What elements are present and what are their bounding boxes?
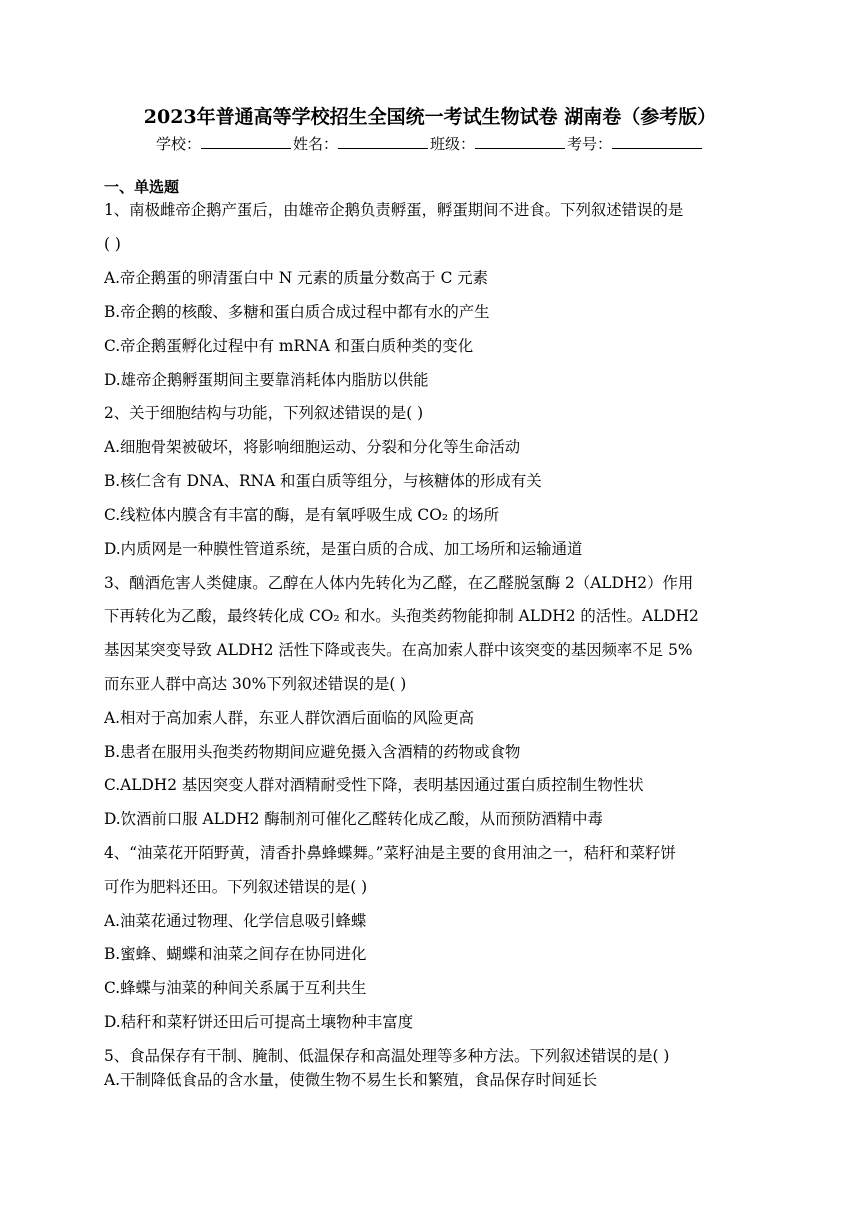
text-line: B.蜜蜂、蝴蝶和油菜之间存在协同进化	[104, 945, 367, 963]
text-line: ( )	[104, 235, 121, 253]
text-line: 4、“油菜花开陌野黄，清香扑鼻蜂蝶舞。”菜籽油是主要的食用油之一，秸秆和菜籽饼	[104, 844, 676, 862]
number-blank[interactable]	[612, 134, 702, 149]
text-line: B.核仁含有 DNA、RNA 和蛋白质等组分，与核糖体的形成有关	[104, 472, 542, 490]
text-line: A.相对于高加索人群，东亚人群饮酒后面临的风险更高	[104, 709, 474, 727]
class-field[interactable]	[430, 133, 567, 155]
name-label: 姓名：	[292, 135, 338, 153]
text-line: 而东亚人群中高达 30%下列叙述错误的是( )	[104, 675, 407, 693]
number-field[interactable]	[567, 133, 704, 155]
text-line: 可作为肥料还田。下列叙述错误的是( )	[104, 878, 368, 896]
text-line: A.干制降低食品的含水量，使微生物不易生长和繁殖，食品保存时间延长	[104, 1071, 598, 1089]
text-line: A.油菜花通过物理、化学信息吸引蜂蝶	[104, 912, 367, 930]
text-line: 2、关于细胞结构与功能，下列叙述错误的是( )	[104, 404, 424, 422]
number-label: 考号：	[567, 135, 613, 153]
text-line: C.帝企鹅蛋孵化过程中有 mRNA 和蛋白质种类的变化	[104, 337, 474, 355]
student-info-row	[0, 133, 860, 155]
section-heading: 一、单选题	[104, 178, 180, 196]
class-blank[interactable]	[475, 134, 565, 149]
text-line: B.患者在服用头孢类药物期间应避免摄入含酒精的药物或食物	[104, 743, 521, 761]
text-line: A.细胞骨架被破坏，将影响细胞运动、分裂和分化等生命活动	[104, 438, 521, 456]
text-line: D.雄帝企鹅孵蛋期间主要靠消耗体内脂肪以供能	[104, 371, 429, 389]
text-line: 3、酗酒危害人类健康。乙醇在人体内先转化为乙醛，在乙醛脱氢酶 2（ALDH2）作用	[104, 574, 694, 592]
name-field[interactable]	[293, 133, 430, 155]
name-blank[interactable]	[338, 134, 428, 149]
school-field[interactable]	[156, 133, 293, 155]
text-line: 1、南极雌帝企鹅产蛋后，由雄帝企鹅负责孵蛋，孵蛋期间不进食。下列叙述错误的是	[104, 201, 684, 219]
text-line: D.秸秆和菜籽饼还田后可提高土壤物种丰富度	[104, 1013, 414, 1031]
school-label: 学校：	[155, 135, 201, 153]
text-line: 5、食品保存有干制、腌制、低温保存和高温处理等多种方法。下列叙述错误的是( )	[104, 1047, 670, 1065]
text-line: 基因某突变导致 ALDH2 活性下降或丧失。在高加索人群中该突变的基因频率不足 5%	[104, 641, 693, 659]
exam-title: 2023年普通高等学校招生全国统一考试生物试卷 湖南卷（参考版）	[143, 106, 717, 128]
school-blank[interactable]	[201, 134, 291, 149]
text-line: C.ALDH2 基因突变人群对酒精耐受性下降，表明基因通过蛋白质控制生物性状	[104, 776, 644, 794]
text-line: 下再转化为乙酸，最终转化成 CO₂ 和水。头孢类药物能抑制 ALDH2 的活性。ALDH2	[104, 607, 699, 625]
class-label: 班级：	[430, 135, 476, 153]
text-line: D.饮酒前口服 ALDH2 酶制剂可催化乙醛转化成乙酸，从而预防酒精中毒	[104, 810, 603, 828]
text-line: A.帝企鹅蛋的卵清蛋白中 N 元素的质量分数高于 C 元素	[104, 269, 489, 287]
text-line: C.线粒体内膜含有丰富的酶，是有氧呼吸生成 CO₂ 的场所	[104, 506, 500, 524]
text-line: B.帝企鹅的核酸、多糖和蛋白质合成过程中都有水的产生	[104, 303, 490, 321]
text-line: D.内质网是一种膜性管道系统，是蛋白质的合成、加工场所和运输通道	[104, 540, 583, 558]
text-line: C.蜂蝶与油菜的种间关系属于互利共生	[104, 979, 367, 997]
